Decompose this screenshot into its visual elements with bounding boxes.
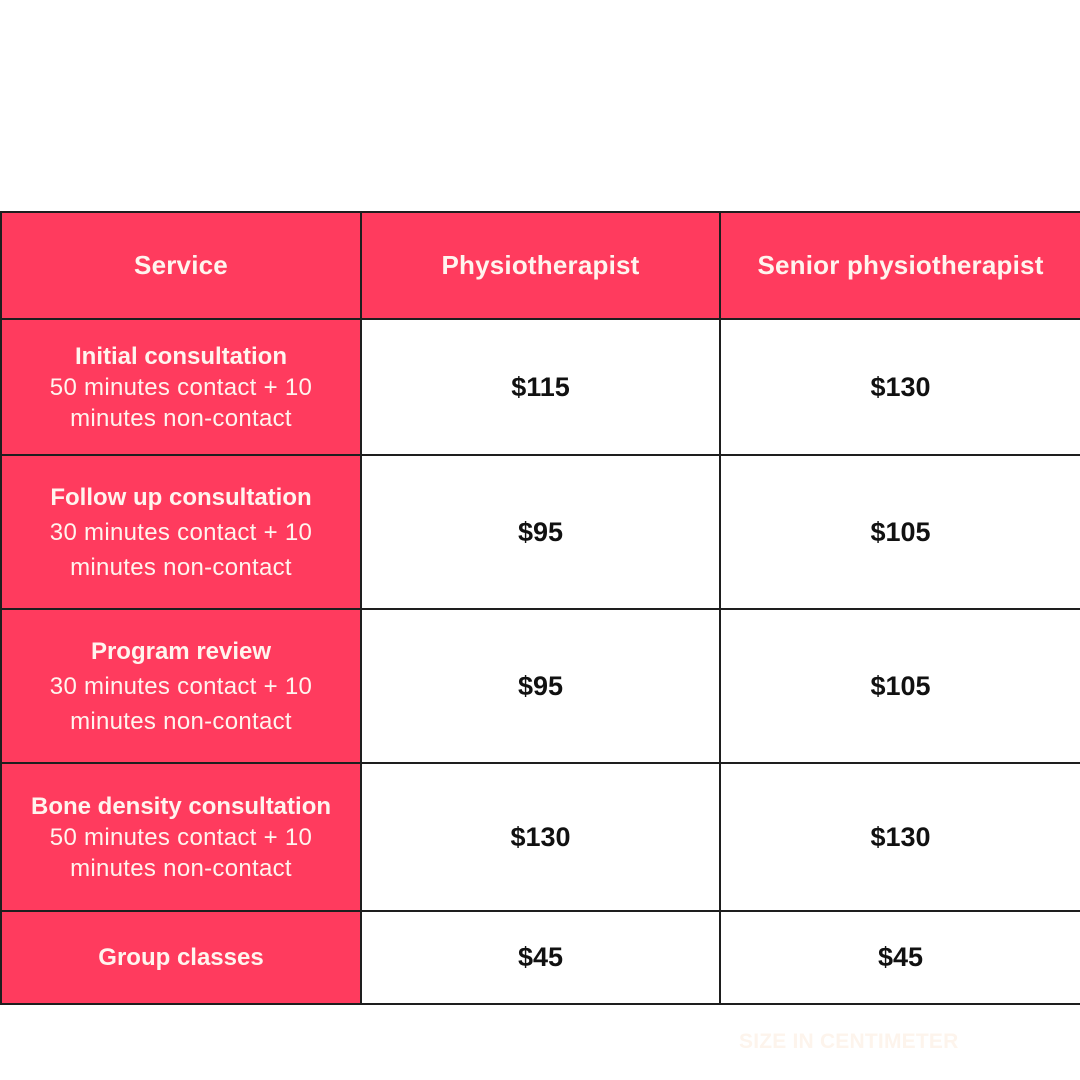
physiotherapist-price: $45 xyxy=(361,911,720,1004)
table-row xyxy=(1,763,1080,911)
senior-physiotherapist-price: $105 xyxy=(720,455,1080,609)
service-name: Follow up consultation xyxy=(50,483,312,511)
service-description-line: 30 minutes contact + 10 xyxy=(49,518,313,546)
service-cell xyxy=(1,609,361,763)
service-description-line: minutes non-contact xyxy=(70,553,292,581)
table-row xyxy=(1,609,1080,763)
service-description-line: minutes non-contact xyxy=(70,404,292,432)
physiotherapist-price: $130 xyxy=(361,763,720,911)
senior-physiotherapist-price: $105 xyxy=(720,609,1080,763)
pricing-table xyxy=(0,211,1080,1005)
service-name: Group classes xyxy=(98,944,264,971)
service-description-line: minutes non-contact xyxy=(70,707,292,735)
service-name: Program review xyxy=(90,637,272,665)
table-row xyxy=(1,319,1080,455)
footer-note: SIZE IN CENTIMETER xyxy=(739,1030,959,1053)
table-row xyxy=(1,911,1080,1004)
service-name: Bone density consultation xyxy=(30,792,332,820)
service-cell xyxy=(1,911,361,1004)
service-description-line: minutes non-contact xyxy=(70,854,292,882)
service-description-line: 50 minutes contact + 10 xyxy=(49,373,313,401)
service-cell xyxy=(1,763,361,911)
service-cell xyxy=(1,455,361,609)
service-cell xyxy=(1,319,361,455)
table-row xyxy=(1,455,1080,609)
service-name: Initial consultation xyxy=(74,342,287,370)
service-description-line: 30 minutes contact + 10 xyxy=(49,672,313,700)
header-senior-physiotherapist: Senior physiotherapist xyxy=(720,212,1080,319)
physiotherapist-price: $95 xyxy=(361,455,720,609)
senior-physiotherapist-price: $130 xyxy=(720,319,1080,455)
table-header-row xyxy=(1,212,1080,319)
physiotherapist-price: $95 xyxy=(361,609,720,763)
service-description-line: 50 minutes contact + 10 xyxy=(49,823,313,851)
physiotherapist-price: $115 xyxy=(361,319,720,455)
senior-physiotherapist-price: $45 xyxy=(720,911,1080,1004)
senior-physiotherapist-price: $130 xyxy=(720,763,1080,911)
header-physiotherapist: Physiotherapist xyxy=(361,212,720,319)
header-service: Service xyxy=(1,212,361,319)
